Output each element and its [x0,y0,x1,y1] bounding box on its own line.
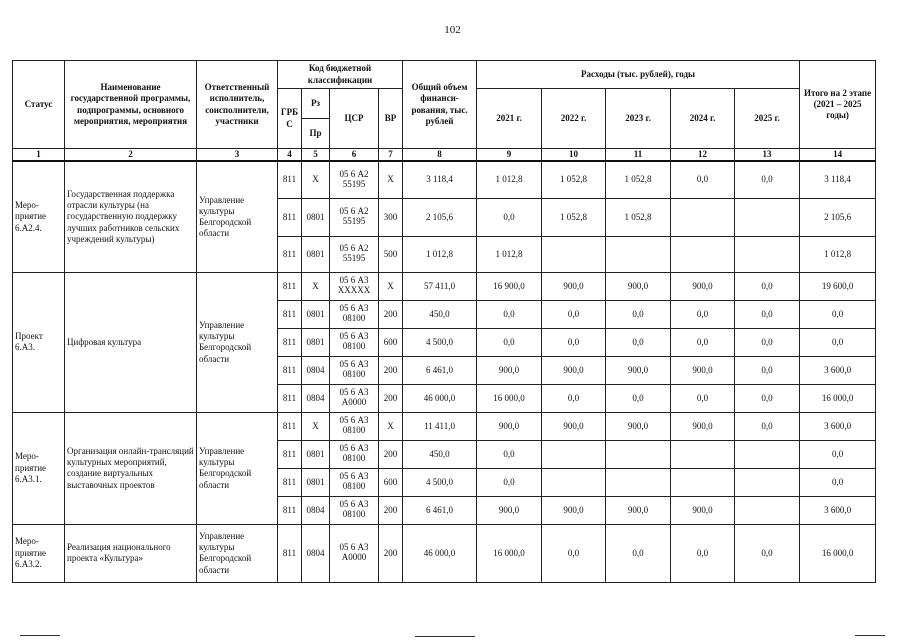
header-year: 2022 г. [542,89,606,149]
table-row [13,161,876,198]
vr-cell: 200 [379,384,403,412]
total-cell: 46 000,0 [403,524,477,582]
y2023-cell: 0,0 [606,300,671,328]
y2023-cell: 0,0 [606,328,671,356]
table-body [13,161,876,582]
header-vr: ВР [379,89,403,149]
y2021-cell: 16 000,0 [477,384,542,412]
column-number: 9 [477,149,542,162]
column-number: 3 [197,149,278,162]
status-cell: Меро- приятие 6.А2.4. [13,161,65,272]
rzpr-cell: 0804 [302,356,330,384]
y2025-cell: 0,0 [735,524,800,582]
column-number: 13 [735,149,800,162]
y2024-cell [671,198,735,236]
total-cell: 3 118,4 [403,161,477,198]
total-cell: 57 411,0 [403,272,477,300]
total-cell: 4 500,0 [403,468,477,496]
name-cell: Реализация национального проекта «Культура» [65,524,197,582]
table-row [13,412,876,440]
total-cell: 6 461,0 [403,496,477,524]
rzpr-cell: Х [302,412,330,440]
itogo-cell: 2 105,6 [800,198,876,236]
y2022-cell: 0,0 [542,328,606,356]
total-cell: 450,0 [403,300,477,328]
scan-mark [20,635,60,636]
csr-cell: 05 6 А3 А0000 [330,384,379,412]
y2024-cell: 900,0 [671,496,735,524]
y2024-cell: 900,0 [671,356,735,384]
y2024-cell: 0,0 [671,300,735,328]
y2022-cell: 1 052,8 [542,198,606,236]
status-cell: Меро- приятие 6.А3.1. [13,412,65,524]
header-status: Статус [13,61,65,149]
grbs-cell: 811 [278,236,302,272]
y2024-cell: 0,0 [671,524,735,582]
rzpr-cell: 0801 [302,198,330,236]
itogo-cell: 3 600,0 [800,356,876,384]
total-cell: 4 500,0 [403,328,477,356]
csr-cell: 05 6 А3 08100 [330,328,379,356]
grbs-cell: 811 [278,161,302,198]
csr-cell: 05 6 А3 08100 [330,468,379,496]
column-number: 6 [330,149,379,162]
header-pr: Пр [302,119,330,149]
y2024-cell: 0,0 [671,328,735,356]
y2025-cell [735,496,800,524]
header-responsible: Ответственный исполнитель, соисполнители, участники [197,61,278,149]
vr-cell: 200 [379,300,403,328]
y2024-cell [671,468,735,496]
y2024-cell: 0,0 [671,384,735,412]
itogo-cell: 1 012,8 [800,236,876,272]
y2023-cell: 0,0 [606,384,671,412]
header-year: 2025 г. [735,89,800,149]
vr-cell: Х [379,412,403,440]
page-number: 102 [444,24,461,36]
y2022-cell: 1 052,8 [542,161,606,198]
itogo-cell: 3 600,0 [800,412,876,440]
itogo-cell: 0,0 [800,328,876,356]
csr-cell: 05 6 А2 55195 [330,198,379,236]
csr-cell: 05 6 А3 А0000 [330,524,379,582]
y2021-cell: 1 012,8 [477,236,542,272]
header-year: 2021 г. [477,89,542,149]
y2024-cell [671,236,735,272]
budget-table [12,60,876,583]
name-cell: Организация онлайн-трансляций культурных мероприятий, создание виртуальных выставочных проектов [65,412,197,524]
y2021-cell: 900,0 [477,496,542,524]
vr-cell: 200 [379,440,403,468]
csr-cell: 05 6 А3 08100 [330,300,379,328]
y2022-cell [542,440,606,468]
y2023-cell: 900,0 [606,272,671,300]
header-itogo: Итого на 2 этапе (2021 – 2025 годы) [800,61,876,149]
y2023-cell: 1 052,8 [606,198,671,236]
y2021-cell: 0,0 [477,198,542,236]
y2022-cell: 0,0 [542,300,606,328]
csr-cell: 05 6 А3 08100 [330,356,379,384]
vr-cell: Х [379,272,403,300]
header-rz: Рз [302,89,330,119]
y2025-cell: 0,0 [735,272,800,300]
column-number: 14 [800,149,876,162]
y2025-cell [735,198,800,236]
y2023-cell: 900,0 [606,496,671,524]
total-cell: 6 461,0 [403,356,477,384]
y2025-cell [735,468,800,496]
vr-cell: 600 [379,468,403,496]
status-cell: Проект 6.А3. [13,272,65,412]
header-year: 2024 г. [671,89,735,149]
column-number: 2 [65,149,197,162]
column-number: 12 [671,149,735,162]
rzpr-cell: 0801 [302,300,330,328]
responsible-cell: Управление культуры Белгородской области [197,272,278,412]
y2025-cell: 0,0 [735,384,800,412]
y2022-cell: 900,0 [542,272,606,300]
grbs-cell: 811 [278,272,302,300]
y2021-cell: 0,0 [477,328,542,356]
y2024-cell: 0,0 [671,161,735,198]
rzpr-cell: Х [302,272,330,300]
y2021-cell: 1 012,8 [477,161,542,198]
y2025-cell: 0,0 [735,161,800,198]
y2022-cell: 0,0 [542,524,606,582]
rzpr-cell: Х [302,161,330,198]
y2022-cell [542,468,606,496]
column-number: 8 [403,149,477,162]
y2022-cell: 900,0 [542,496,606,524]
rzpr-cell: 0801 [302,440,330,468]
y2024-cell: 900,0 [671,412,735,440]
itogo-cell: 16 000,0 [800,384,876,412]
header-csr: ЦСР [330,89,379,149]
y2024-cell [671,440,735,468]
grbs-cell: 811 [278,440,302,468]
column-number: 1 [13,149,65,162]
status-cell: Меро- приятие 6.А3.2. [13,524,65,582]
rzpr-cell: 0804 [302,384,330,412]
column-number: 11 [606,149,671,162]
y2022-cell: 900,0 [542,412,606,440]
csr-cell: 05 6 А2 55195 [330,236,379,272]
vr-cell: 200 [379,496,403,524]
vr-cell: 500 [379,236,403,272]
y2021-cell: 16 900,0 [477,272,542,300]
column-number-row [13,149,876,162]
rzpr-cell: 0801 [302,468,330,496]
y2025-cell [735,440,800,468]
responsible-cell: Управление культуры Белгородской области [197,412,278,524]
y2023-cell: 900,0 [606,412,671,440]
csr-cell: 05 6 А3 08100 [330,412,379,440]
itogo-cell: 0,0 [800,440,876,468]
rzpr-cell: 0801 [302,328,330,356]
y2023-cell [606,468,671,496]
y2022-cell [542,236,606,272]
y2023-cell: 1 052,8 [606,161,671,198]
grbs-cell: 811 [278,468,302,496]
scan-mark [415,636,475,637]
grbs-cell: 811 [278,384,302,412]
y2021-cell: 0,0 [477,440,542,468]
header-grbs: ГРБ С [278,89,302,149]
y2025-cell [735,236,800,272]
itogo-cell: 3 118,4 [800,161,876,198]
y2023-cell [606,440,671,468]
itogo-cell: 3 600,0 [800,496,876,524]
header-total-volume: Общий объем финанси- рования, тыс. рублей [403,61,477,149]
total-cell: 2 105,6 [403,198,477,236]
name-cell: Цифровая культура [65,272,197,412]
header-budget-code: Код бюджетной классификации [278,61,403,89]
grbs-cell: 811 [278,328,302,356]
y2024-cell: 900,0 [671,272,735,300]
y2021-cell: 0,0 [477,300,542,328]
vr-cell: 300 [379,198,403,236]
y2021-cell: 900,0 [477,412,542,440]
table-row [13,272,876,300]
y2022-cell: 0,0 [542,384,606,412]
rzpr-cell: 0801 [302,236,330,272]
y2025-cell: 0,0 [735,412,800,440]
responsible-cell: Управление культуры Белгородской области [197,524,278,582]
vr-cell: Х [379,161,403,198]
y2021-cell: 900,0 [477,356,542,384]
scan-mark [855,635,885,636]
vr-cell: 200 [379,356,403,384]
column-number: 4 [278,149,302,162]
csr-cell: 05 6 А3 08100 [330,496,379,524]
header-expenses: Расходы (тыс. рублей), годы [477,61,800,89]
table-row [13,524,876,582]
y2023-cell [606,236,671,272]
y2021-cell: 16 000,0 [477,524,542,582]
y2022-cell: 900,0 [542,356,606,384]
csr-cell: 05 6 А3 ХХХХХ [330,272,379,300]
y2023-cell: 0,0 [606,524,671,582]
grbs-cell: 811 [278,198,302,236]
itogo-cell: 16 000,0 [800,524,876,582]
grbs-cell: 811 [278,412,302,440]
column-number: 7 [379,149,403,162]
responsible-cell: Управление культуры Белгородской области [197,161,278,272]
rzpr-cell: 0804 [302,496,330,524]
total-cell: 1 012,8 [403,236,477,272]
csr-cell: 05 6 А3 08100 [330,440,379,468]
itogo-cell: 0,0 [800,300,876,328]
grbs-cell: 811 [278,300,302,328]
grbs-cell: 811 [278,356,302,384]
itogo-cell: 19 600,0 [800,272,876,300]
column-number: 10 [542,149,606,162]
column-number: 5 [302,149,330,162]
vr-cell: 600 [379,328,403,356]
itogo-cell: 0,0 [800,468,876,496]
y2021-cell: 0,0 [477,468,542,496]
grbs-cell: 811 [278,496,302,524]
total-cell: 11 411,0 [403,412,477,440]
y2025-cell: 0,0 [735,328,800,356]
vr-cell: 200 [379,524,403,582]
name-cell: Государственная поддержка отрасли культуры (на государственную поддержку лучших работников сельских учреждений культуры) [65,161,197,272]
rzpr-cell: 0804 [302,524,330,582]
y2025-cell: 0,0 [735,300,800,328]
total-cell: 46 000,0 [403,384,477,412]
grbs-cell: 811 [278,524,302,582]
header-name: Наименование государственной программы, подпрограммы, основного мероприятия, мероприятия [65,61,197,149]
csr-cell: 05 6 А2 55195 [330,161,379,198]
total-cell: 450,0 [403,440,477,468]
y2025-cell: 0,0 [735,356,800,384]
y2023-cell: 900,0 [606,356,671,384]
header-year: 2023 г. [606,89,671,149]
